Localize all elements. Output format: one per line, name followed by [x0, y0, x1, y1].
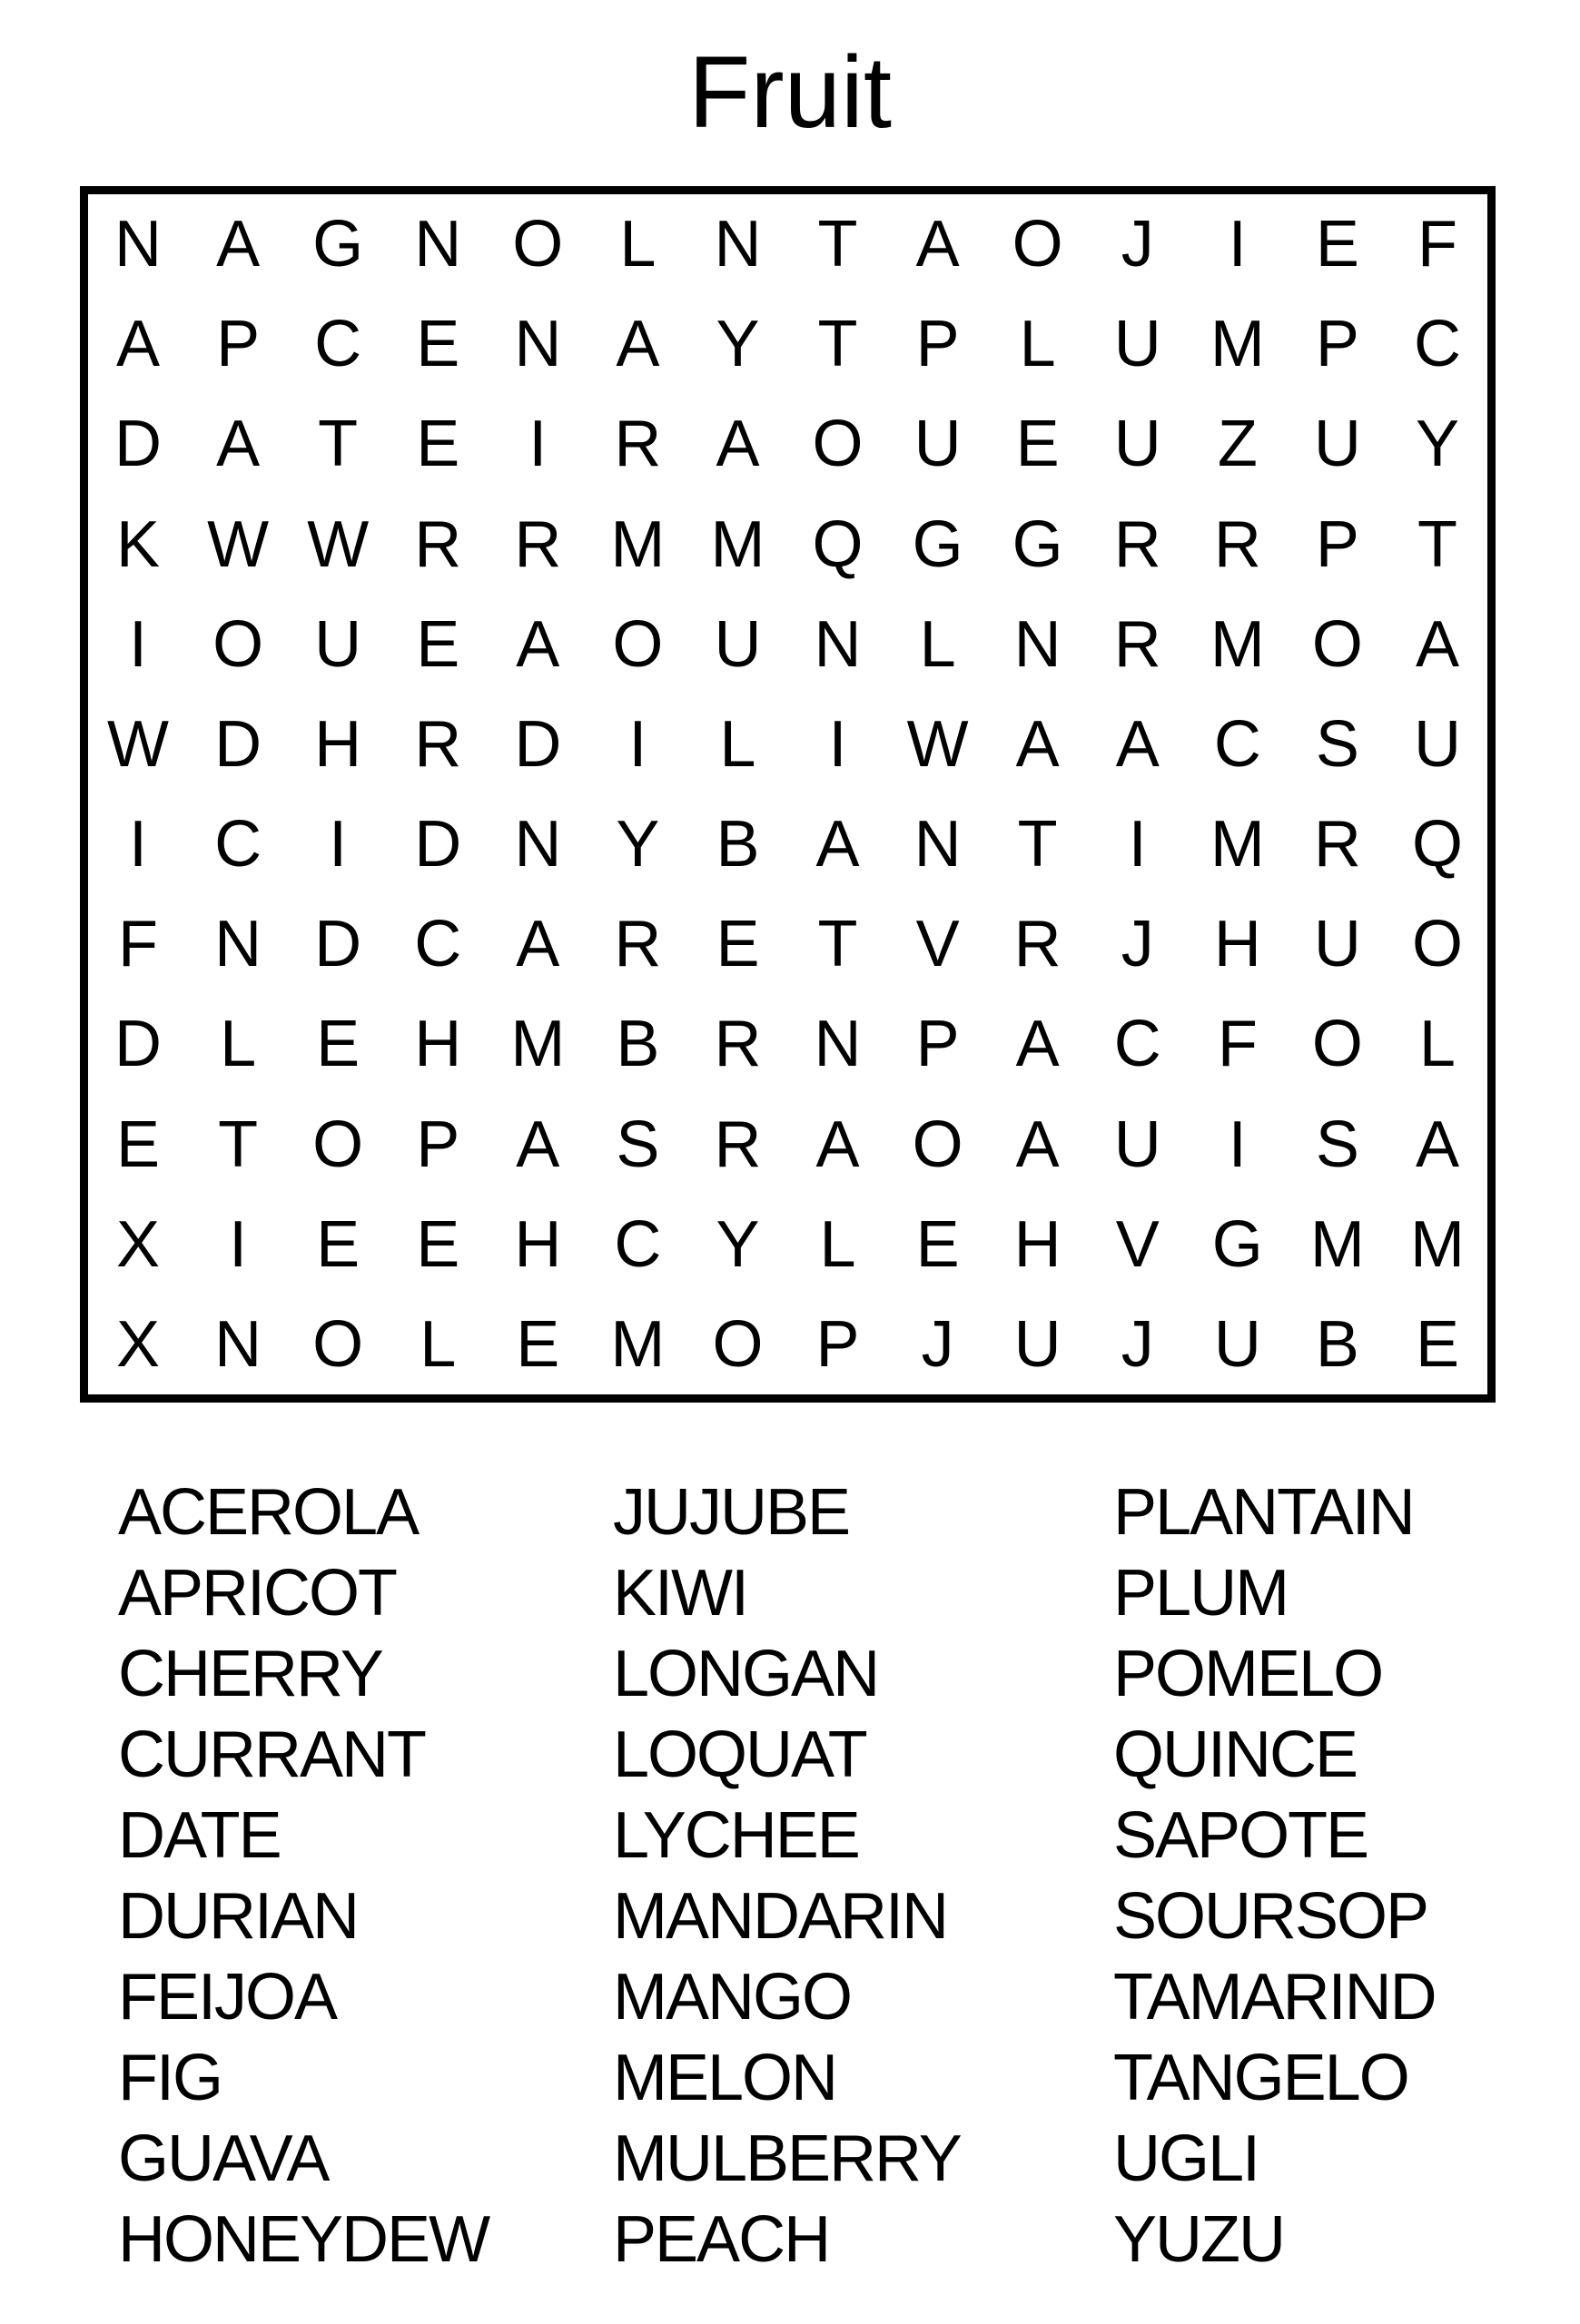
grid-cell: E — [416, 1207, 460, 1281]
word-list-column — [613, 1472, 961, 2280]
grid-cell: H — [1013, 1207, 1062, 1281]
grid-cell: S — [1315, 1108, 1359, 1181]
grid-cell: T — [817, 208, 858, 281]
grid-cell: O — [512, 208, 564, 281]
word-item: UGLI — [1113, 2122, 1259, 2195]
grid-cell: E — [1315, 208, 1359, 281]
word-item: PEACH — [613, 2203, 830, 2276]
grid-cell: N — [1013, 607, 1062, 681]
grid-cell: A — [815, 808, 860, 881]
word-item: QUINCE — [1113, 1718, 1358, 1791]
grid-cell: I — [628, 707, 647, 781]
grid-cell: M — [510, 1008, 566, 1081]
grid-cell: N — [714, 208, 762, 281]
grid-cell: O — [912, 1108, 963, 1181]
grid-cell: U — [1313, 408, 1361, 481]
grid-cell: U — [714, 607, 762, 681]
grid-cell: A — [516, 1108, 560, 1181]
grid-cell: F — [1417, 208, 1457, 281]
grid-cell: M — [1409, 1207, 1465, 1281]
grid-cell: P — [915, 1008, 960, 1081]
grid-cell: N — [414, 208, 462, 281]
grid-cell: D — [114, 408, 163, 481]
grid-cell: A — [716, 408, 760, 481]
grid-cell: E — [516, 1307, 560, 1381]
word-item: YUZU — [1113, 2203, 1284, 2276]
grid-cell: S — [1315, 707, 1359, 781]
word-list-column — [118, 1472, 489, 2280]
grid-cell: O — [712, 1307, 764, 1381]
grid-cell: U — [1113, 308, 1161, 381]
grid-cell: G — [1211, 1207, 1263, 1281]
grid-cell: C — [314, 308, 362, 381]
grid-cell: I — [329, 808, 348, 881]
grid-cell: O — [312, 1108, 364, 1181]
grid-cell: L — [420, 1307, 457, 1381]
grid-cell: O — [312, 1307, 364, 1381]
grid-cell: P — [1315, 308, 1359, 381]
grid-cell: L — [1418, 1008, 1456, 1081]
grid-cell: P — [1315, 507, 1359, 581]
grid-cell: A — [1115, 707, 1160, 781]
grid-cell: Z — [1217, 408, 1258, 481]
grid-cell: G — [312, 208, 364, 281]
grid-cell: E — [915, 1207, 960, 1281]
grid-cell: U — [1313, 908, 1361, 981]
grid-cell: I — [1128, 808, 1147, 881]
grid-cell: P — [915, 308, 960, 381]
grid-cell: R — [614, 908, 662, 981]
grid-cell: R — [514, 507, 562, 581]
grid-cell: C — [1413, 308, 1461, 381]
grid-cell: F — [118, 908, 159, 981]
grid-cell: A — [815, 1108, 860, 1181]
grid-cell: R — [414, 507, 462, 581]
word-item: ACEROLA — [118, 1476, 419, 1549]
word-item: CURRANT — [118, 1718, 425, 1791]
word-item: LYCHEE — [613, 1799, 859, 1872]
grid-cell: T — [1417, 507, 1457, 581]
grid-cell: Q — [1411, 808, 1463, 881]
word-item: FIG — [118, 2042, 222, 2114]
grid-cell: D — [114, 1008, 163, 1081]
page-title: Fruit — [688, 35, 892, 149]
grid-cell: T — [218, 1108, 259, 1181]
grid-cell: E — [316, 1207, 360, 1281]
grid-cell: C — [214, 808, 262, 881]
grid-cell: P — [815, 1307, 860, 1381]
grid-cell: H — [414, 1008, 462, 1081]
grid-cell: R — [1213, 507, 1261, 581]
grid-cell: R — [1013, 908, 1062, 981]
grid-cell: A — [1015, 707, 1060, 781]
grid-cell: N — [114, 208, 163, 281]
grid-cell: N — [814, 607, 862, 681]
grid-cell: M — [1210, 308, 1265, 381]
word-list-column — [1113, 1472, 1436, 2280]
grid-cell: L — [619, 208, 657, 281]
grid-cell: X — [116, 1207, 161, 1281]
grid-cell: A — [616, 308, 660, 381]
grid-cell: Y — [716, 308, 760, 381]
word-item: TANGELO — [1113, 2042, 1408, 2114]
word-item: MELON — [613, 2042, 837, 2114]
grid-cell: I — [528, 408, 548, 481]
grid-cell: R — [714, 1108, 762, 1181]
grid-cell: U — [1113, 1108, 1161, 1181]
word-item: LOQUAT — [613, 1718, 866, 1791]
grid-cell: M — [1210, 808, 1265, 881]
grid-cell: L — [220, 1008, 257, 1081]
grid-cell: G — [1012, 507, 1063, 581]
grid-cell: V — [1115, 1207, 1160, 1281]
grid-cell: R — [1113, 507, 1161, 581]
grid-cell: I — [129, 607, 148, 681]
grid-cell: U — [913, 408, 962, 481]
grid-cell: U — [1113, 408, 1161, 481]
grid-cell: J — [1121, 1307, 1154, 1381]
grid-cell: B — [716, 808, 760, 881]
grid-cell: N — [913, 808, 962, 881]
word-item: DURIAN — [118, 1880, 359, 1953]
grid-cell: U — [314, 607, 362, 681]
grid-cell: H — [1213, 908, 1261, 981]
grid-cell: H — [514, 1207, 562, 1281]
grid-cell: F — [1217, 1008, 1258, 1081]
grid-cell: Y — [1415, 408, 1459, 481]
grid-cell: I — [828, 707, 847, 781]
grid-cell: W — [107, 707, 170, 781]
grid-cell: A — [216, 208, 261, 281]
grid-cell: Y — [616, 808, 660, 881]
grid-cell: R — [614, 408, 662, 481]
grid-cell: E — [316, 1008, 360, 1081]
grid-cell: A — [216, 408, 261, 481]
word-item: LONGAN — [613, 1638, 879, 1710]
grid-cell: I — [1228, 1108, 1247, 1181]
grid-cell: A — [1015, 1108, 1060, 1181]
grid-cell: T — [1017, 808, 1058, 881]
grid-cell: M — [710, 507, 765, 581]
grid-cell: T — [817, 308, 858, 381]
grid-cell: I — [129, 808, 148, 881]
grid-cell: X — [116, 1307, 161, 1381]
grid-cell: Q — [812, 507, 864, 581]
grid-cell: W — [307, 507, 370, 581]
word-item: DATE — [118, 1799, 281, 1872]
grid-cell: A — [915, 208, 960, 281]
grid-cell: A — [516, 908, 560, 981]
grid-cell: E — [416, 308, 460, 381]
grid-cell: O — [1311, 607, 1363, 681]
grid-cell: R — [414, 707, 462, 781]
grid-cell: O — [612, 607, 664, 681]
grid-cell: I — [1228, 208, 1247, 281]
grid-cell: T — [817, 908, 858, 981]
word-item: MANDARIN — [613, 1880, 948, 1953]
grid-cell: M — [1309, 1207, 1365, 1281]
grid-cell: J — [1121, 208, 1154, 281]
grid-cell: H — [314, 707, 362, 781]
word-item: APRICOT — [118, 1557, 397, 1630]
grid-cell: A — [1415, 607, 1459, 681]
grid-cell: L — [719, 707, 756, 781]
grid-cell: O — [212, 607, 264, 681]
letter-grid — [88, 194, 1487, 1394]
grid-cell: E — [716, 908, 760, 981]
grid-cell: L — [919, 607, 956, 681]
grid-cell: E — [416, 408, 460, 481]
word-item: JUJUBE — [613, 1476, 850, 1549]
grid-cell: A — [1015, 1008, 1060, 1081]
word-item: SAPOTE — [1113, 1799, 1368, 1872]
grid-cell: N — [514, 808, 562, 881]
grid-cell: V — [915, 908, 960, 981]
grid-cell: O — [1311, 1008, 1363, 1081]
grid-cell: M — [1210, 607, 1265, 681]
grid-cell: A — [1415, 1108, 1459, 1181]
word-item: TAMARIND — [1113, 1961, 1436, 2034]
grid-cell: C — [1213, 707, 1261, 781]
grid-cell: C — [614, 1207, 662, 1281]
grid-cell: G — [912, 507, 963, 581]
grid-cell: J — [921, 1307, 954, 1381]
grid-cell: N — [214, 908, 262, 981]
grid-cell: C — [1113, 1008, 1161, 1081]
grid-cell: B — [616, 1008, 660, 1081]
word-item: SOURSOP — [1113, 1880, 1428, 1953]
grid-cell: W — [906, 707, 969, 781]
grid-cell: M — [610, 507, 666, 581]
word-item: MANGO — [613, 1961, 852, 2034]
grid-cell: B — [1315, 1307, 1359, 1381]
grid-cell: N — [514, 308, 562, 381]
grid-cell: P — [416, 1108, 460, 1181]
grid-cell: Y — [716, 1207, 760, 1281]
word-item: HONEYDEW — [118, 2203, 489, 2276]
grid-cell: A — [116, 308, 161, 381]
word-item: PLUM — [1113, 1557, 1289, 1630]
grid-cell: U — [1013, 1307, 1062, 1381]
grid-cell: O — [1012, 208, 1063, 281]
grid-cell: U — [1413, 707, 1461, 781]
grid-cell: C — [414, 908, 462, 981]
grid-cell: N — [814, 1008, 862, 1081]
grid-cell: T — [318, 408, 359, 481]
grid-cell: A — [516, 607, 560, 681]
word-item: CHERRY — [118, 1638, 382, 1710]
grid-cell: E — [1415, 1307, 1459, 1381]
word-item: PLANTAIN — [1113, 1476, 1414, 1549]
word-item: KIWI — [613, 1557, 747, 1630]
grid-cell: S — [616, 1108, 660, 1181]
grid-cell: D — [314, 908, 362, 981]
grid-cell: I — [229, 1207, 248, 1281]
grid-cell: D — [414, 808, 462, 881]
grid-cell: U — [1213, 1307, 1261, 1381]
grid-cell: L — [819, 1207, 856, 1281]
grid-cell: R — [1113, 607, 1161, 681]
grid-cell: W — [207, 507, 270, 581]
grid-cell: D — [214, 707, 262, 781]
grid-cell: R — [714, 1008, 762, 1081]
grid-cell: N — [214, 1307, 262, 1381]
grid-cell: K — [116, 507, 161, 581]
grid-cell: O — [812, 408, 864, 481]
word-item: MULBERRY — [613, 2122, 961, 2195]
grid-cell: P — [216, 308, 261, 381]
grid-cell: M — [610, 1307, 666, 1381]
word-item: POMELO — [1113, 1638, 1383, 1710]
grid-cell: E — [416, 607, 460, 681]
grid-cell: J — [1121, 908, 1154, 981]
grid-cell: E — [116, 1108, 161, 1181]
grid-cell: L — [1019, 308, 1056, 381]
grid-cell: E — [1015, 408, 1060, 481]
grid-cell: R — [1313, 808, 1361, 881]
word-item: GUAVA — [118, 2122, 329, 2195]
grid-cell: D — [514, 707, 562, 781]
wordsearch-grid-box — [80, 186, 1496, 1403]
grid-cell: O — [1411, 908, 1463, 981]
word-item: FEIJOA — [118, 1961, 337, 2034]
